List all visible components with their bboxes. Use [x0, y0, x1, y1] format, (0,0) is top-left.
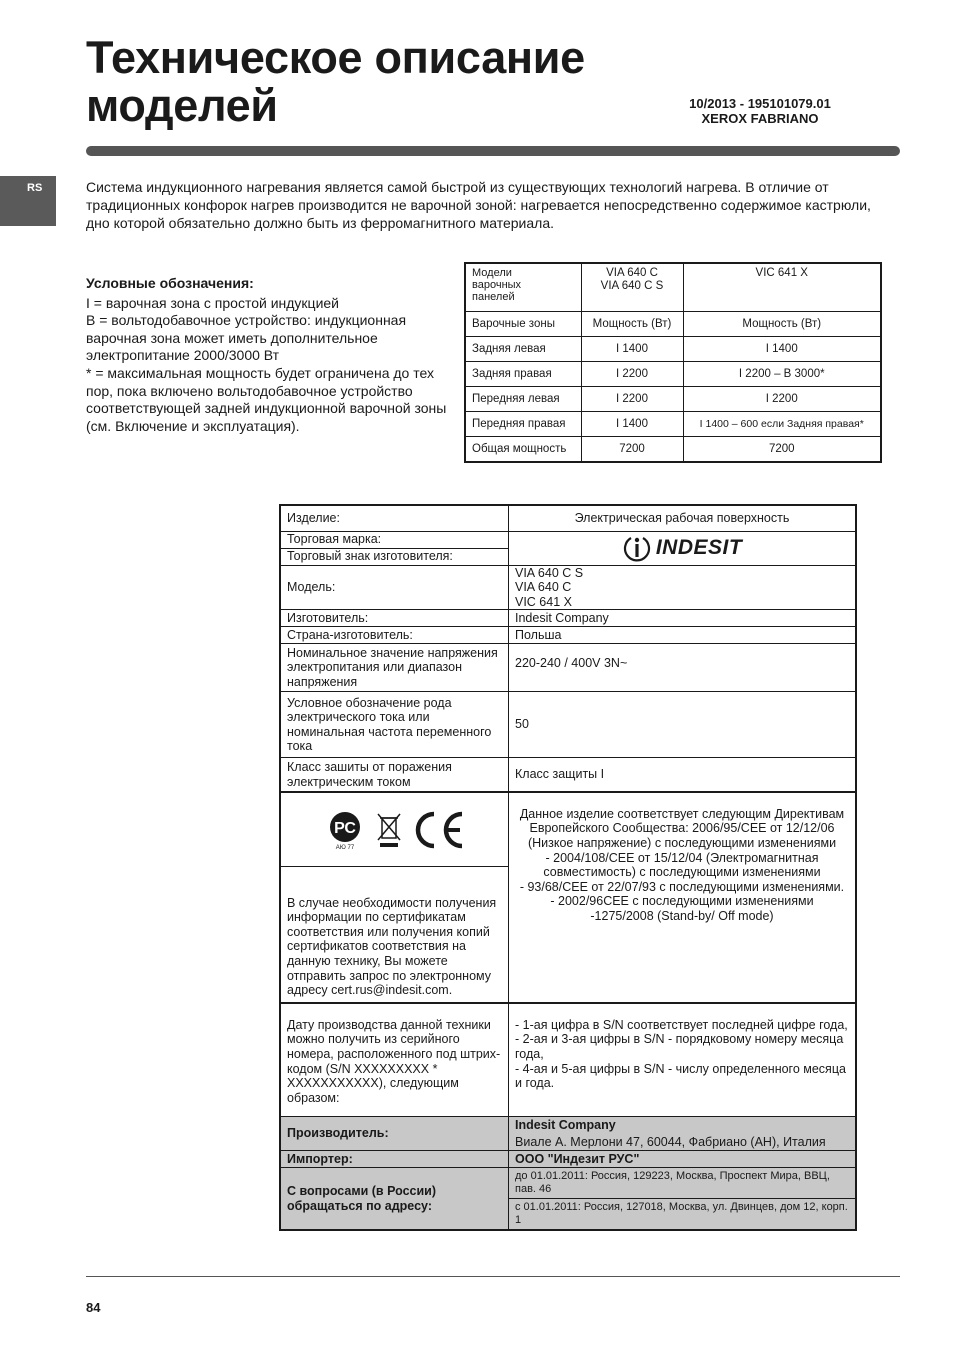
power-b-cell: I 1400 – 600 если Задняя правая* — [683, 412, 881, 437]
table-row — [280, 505, 856, 531]
model-item: VIC 641 X — [515, 594, 572, 609]
date-rule: - 4-ая и 5-ая цифры в S/N - числу определенного месяца и года. — [515, 1061, 846, 1091]
power-b-cell: 7200 — [683, 437, 881, 462]
models-label-line: Модели — [472, 267, 512, 279]
printer-name: XEROX FABRIANO — [701, 111, 819, 126]
brand-logo-cell — [509, 531, 857, 565]
product-label: Изделие: — [280, 505, 509, 531]
zone-cell: Общая мощность — [465, 437, 581, 462]
table-row — [465, 412, 881, 437]
svg-text:РС: РС — [333, 819, 356, 837]
table-row — [280, 610, 856, 627]
table-row — [280, 531, 856, 548]
table-row — [465, 387, 881, 412]
model-a-name: VIA 640 C S — [600, 280, 664, 292]
producer-name: Indesit Company — [515, 1118, 616, 1133]
models-label-line: панелей — [472, 291, 515, 303]
specification-table — [279, 504, 857, 1231]
trademark-label: Торговая марка: — [280, 531, 509, 548]
brand-wordmark: INDESIT — [655, 535, 743, 559]
date-info-text: Дату производства данной техники можно получить из серийного номера, расположенного под штрих-кодом (S/N XXXXXXXXX * XXXXXXXXXXX), следующим образом: — [280, 1003, 509, 1117]
table-row — [280, 758, 856, 792]
protection-label: Класс зашиты от поражения электрическим током — [280, 758, 509, 792]
ce-mark-icon — [410, 810, 466, 850]
producer-label: Производитель: — [280, 1117, 509, 1151]
certification-marks-cell — [280, 792, 509, 867]
importer-label: Импортер: — [280, 1151, 509, 1168]
table-row — [280, 627, 856, 644]
table-row — [280, 692, 856, 758]
language-tab — [0, 176, 56, 226]
country-value: Польша — [509, 627, 857, 644]
models-label-line: варочных — [472, 279, 522, 291]
protection-value: Класс защиты I — [509, 758, 857, 792]
table-row — [280, 1117, 856, 1151]
cert-code: АЮ 77 — [335, 844, 354, 851]
voltage-label: Номинальное значение напряжения электропитания или диапазон напряжения — [280, 644, 509, 692]
power-table-header — [465, 263, 881, 312]
power-a-cell: Мощность (Вт) — [581, 312, 683, 337]
header-divider-bar — [86, 146, 900, 156]
maker-mark-label: Торговый знак изготовителя: — [280, 548, 509, 565]
power-a-cell: I 2200 — [581, 387, 683, 412]
zone-cell: Задняя левая — [465, 337, 581, 362]
table-row — [465, 337, 881, 362]
legend-line: * = максимальная мощность будет ограничена до тех пор, пока включено вольтодобавочное устройство соответствующей задней индукционной варочной зоны (см. Включение и эксплуатация). — [86, 364, 447, 434]
legend-heading: Условные обозначения: — [86, 275, 254, 291]
date-rules — [509, 1003, 857, 1117]
country-label: Страна-изготовитель: — [280, 627, 509, 644]
table-row — [465, 437, 881, 462]
directives-text: Данное изделие соответствует следующим Директивам Европейского Сообщества: 2006/95/CEE от 12/12/06 (Низкое напряжение) с последующими изменениями - 2004/108/CEE от 15/12/04 (Электромагнитная совместимость) с последующими изменениями - 93/68/CEE от 22/07/93 с последующими изменениями. - 2002/96CEE с последующими изменениями -1275/2008 (Stand-by/ Off mode) — [509, 792, 857, 1003]
producer-cell — [509, 1117, 857, 1151]
model-a-cell — [581, 263, 683, 312]
table-row — [465, 362, 881, 387]
importer-value: ООО "Индезит РУС" — [509, 1151, 857, 1168]
contact-before: до 01.01.2011: Россия, 129223, Москва, Проспект Мира, ВВЦ, пав. 46 — [509, 1168, 857, 1199]
power-b-cell: I 1400 — [683, 337, 881, 362]
model-item: VIA 640 C — [515, 580, 572, 595]
document-reference — [660, 96, 860, 126]
contact-label: С вопросами (в России) обращаться по адресу: — [280, 1168, 509, 1230]
doc-code: 10/2013 - 195101079.01 — [689, 96, 831, 111]
power-a-cell: I 1400 — [581, 337, 683, 362]
zone-cell: Передняя правая — [465, 412, 581, 437]
power-table — [464, 262, 882, 463]
zone-cell: Задняя правая — [465, 362, 581, 387]
footer-divider — [86, 1276, 900, 1277]
indesit-logo — [515, 533, 849, 563]
page-title-line2: моделей — [86, 80, 278, 131]
power-a-cell: 7200 — [581, 437, 683, 462]
table-row — [465, 312, 881, 337]
power-a-cell: I 1400 — [581, 412, 683, 437]
date-rule: - 1-ая цифра в S/N соответствует последней цифре года, — [515, 1017, 848, 1032]
model-b-cell: VIC 641 X — [683, 263, 881, 312]
gost-r-mark-icon — [324, 809, 368, 851]
page-title — [86, 34, 585, 130]
indesit-i-icon — [622, 533, 652, 563]
voltage-value: 220-240 / 400V 3N~ — [509, 644, 857, 692]
power-b-cell: I 2200 — [683, 387, 881, 412]
table-row — [280, 1003, 856, 1117]
model-list — [509, 565, 857, 610]
zone-cell: Передняя левая — [465, 387, 581, 412]
models-label-cell — [465, 263, 581, 312]
product-value: Электрическая рабочая поверхность — [509, 505, 857, 531]
table-row — [280, 565, 856, 610]
table-row — [280, 1151, 856, 1168]
page-title-line1: Техническое описание — [86, 32, 585, 83]
legend-line: B = вольтодобавочное устройство: индукционная варочная зона может иметь дополнительное электропитание 2000/3000 Вт — [86, 312, 407, 364]
legend-line: I = варочная зона с простой индукцией — [86, 294, 339, 311]
weee-bin-icon — [376, 812, 402, 848]
power-b-cell: Мощность (Вт) — [683, 312, 881, 337]
model-item: VIA 640 C S — [515, 565, 584, 580]
page-number: 84 — [86, 1300, 101, 1315]
table-row — [280, 644, 856, 692]
legend-block — [86, 275, 458, 435]
table-row — [280, 792, 856, 867]
manufacturer-value: Indesit Company — [509, 610, 857, 627]
frequency-label: Условное обозначение рода электрического тока или номинальная частота переменного тока — [280, 692, 509, 758]
language-code: RS — [27, 182, 43, 194]
power-a-cell: I 2200 — [581, 362, 683, 387]
date-rule: - 2-ая и 3-ая цифры в S/N - порядковому номеру месяца года, — [515, 1032, 844, 1061]
zone-cell: Варочные зоны — [465, 312, 581, 337]
cert-info-text: В случае необходимости получения информации по сертификатам соответствия или получения копий сертификатов соответствия на данную технику, Вы можете отправить запрос по электронному адресу cert.rus@indesit.com. — [280, 867, 509, 1003]
intro-paragraph: Система индукционного нагревания является самой быстрой из существующих технологий нагрева. В отличие от традиционных конфорок нагрев производится не варочной зоной: нагревается непосредственно содержимое кастрюли, дно которой обязательно должно быть из ферромагнитного материала. — [86, 179, 871, 231]
contact-after: с 01.01.2011: Россия, 127018, Москва, ул. Двинцев, дом 12, корп. 1 — [509, 1199, 857, 1230]
table-row — [280, 1168, 856, 1199]
producer-address: Виале А. Мерлони 47, 60044, Фабриано (АН), Италия — [515, 1134, 826, 1149]
model-label: Модель: — [280, 565, 509, 610]
manufacturer-label: Изготовитель: — [280, 610, 509, 627]
frequency-value: 50 — [509, 692, 857, 758]
certification-marks — [287, 809, 502, 851]
model-a-name: VIA 640 C — [606, 267, 658, 279]
power-b-cell: I 2200 – B 3000* — [683, 362, 881, 387]
